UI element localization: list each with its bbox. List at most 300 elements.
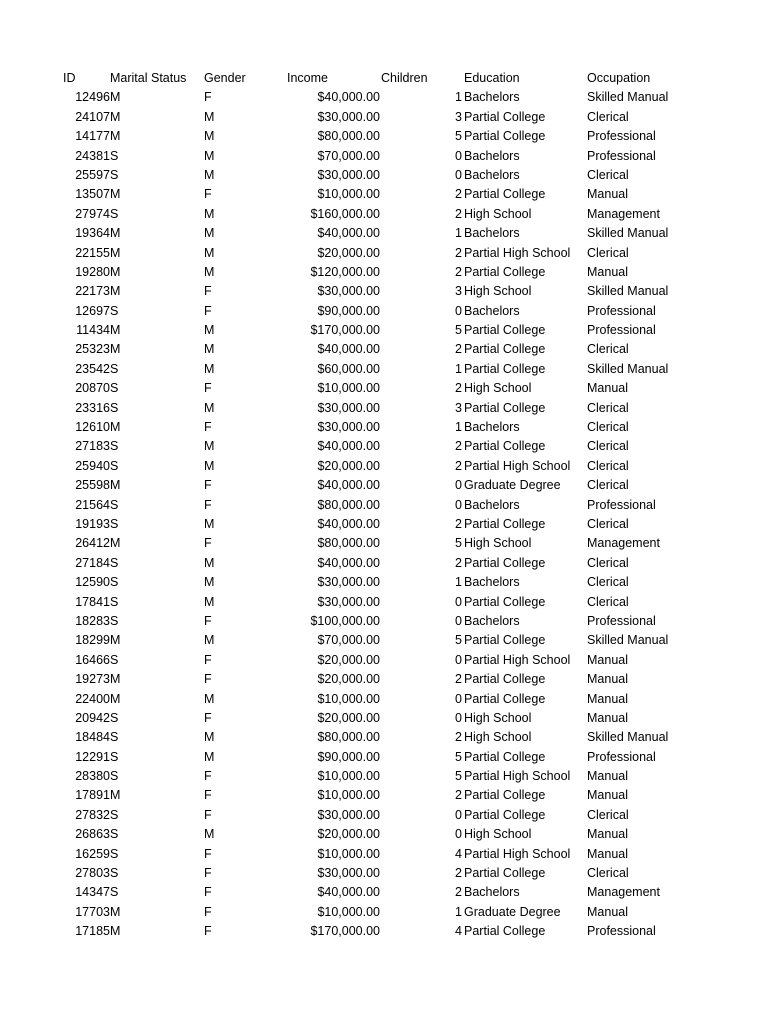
cell-id: 23542 bbox=[75, 361, 110, 376]
cell-education: High School bbox=[464, 536, 532, 551]
table-row bbox=[0, 379, 768, 398]
table-row bbox=[0, 360, 768, 379]
table-row bbox=[0, 845, 768, 864]
cell-children: 0 bbox=[455, 167, 462, 182]
table-body bbox=[0, 88, 768, 941]
cell-children: 3 bbox=[455, 284, 462, 299]
cell-education: Partial High School bbox=[464, 846, 571, 861]
table-row bbox=[0, 922, 768, 941]
cell-children: 2 bbox=[455, 730, 462, 745]
cell-income: $30,000.00 bbox=[317, 807, 380, 822]
table-row bbox=[0, 573, 768, 592]
cell-gender: M bbox=[204, 148, 215, 163]
cell-income: $30,000.00 bbox=[317, 575, 380, 590]
cell-gender: M bbox=[204, 516, 215, 531]
cell-income: $80,000.00 bbox=[317, 730, 380, 745]
cell-occupation: Professional bbox=[587, 924, 656, 939]
cell-education: Partial College bbox=[464, 924, 546, 939]
cell-income: $10,000.00 bbox=[317, 691, 380, 706]
cell-income: $70,000.00 bbox=[317, 148, 380, 163]
cell-gender: M bbox=[204, 361, 215, 376]
cell-occupation: Manual bbox=[587, 827, 628, 842]
cell-children: 0 bbox=[455, 807, 462, 822]
cell-gender: M bbox=[204, 400, 215, 415]
table-row bbox=[0, 612, 768, 631]
cell-education: High School bbox=[464, 827, 532, 842]
cell-occupation: Professional bbox=[587, 129, 656, 144]
cell-children: 3 bbox=[455, 400, 462, 415]
cell-id: 25940 bbox=[75, 458, 110, 473]
cell-education: Partial College bbox=[464, 187, 546, 202]
cell-occupation: Clerical bbox=[587, 478, 629, 493]
cell-education: Partial College bbox=[464, 807, 546, 822]
cell-education: High School bbox=[464, 710, 532, 725]
cell-income: $10,000.00 bbox=[317, 904, 380, 919]
cell-marital-status: M bbox=[110, 904, 121, 919]
cell-education: Partial College bbox=[464, 594, 546, 609]
cell-occupation: Skilled Manual bbox=[587, 90, 669, 105]
header-income: Income bbox=[287, 71, 328, 85]
cell-children: 1 bbox=[455, 226, 462, 241]
cell-education: Partial College bbox=[464, 129, 546, 144]
cell-children: 5 bbox=[455, 129, 462, 144]
cell-gender: F bbox=[204, 652, 212, 667]
cell-gender: M bbox=[204, 575, 215, 590]
cell-education: Partial High School bbox=[464, 652, 571, 667]
cell-education: Bachelors bbox=[464, 885, 520, 900]
cell-gender: M bbox=[204, 323, 215, 338]
cell-marital-status: S bbox=[110, 807, 119, 822]
cell-gender: M bbox=[204, 555, 215, 570]
cell-occupation: Clerical bbox=[587, 400, 629, 415]
cell-id: 12697 bbox=[75, 303, 110, 318]
cell-education: Bachelors bbox=[464, 90, 520, 105]
cell-gender: F bbox=[204, 381, 212, 396]
cell-id: 18484 bbox=[75, 730, 110, 745]
cell-income: $40,000.00 bbox=[317, 516, 380, 531]
table-row bbox=[0, 709, 768, 728]
cell-education: Partial College bbox=[464, 691, 546, 706]
table-row bbox=[0, 651, 768, 670]
cell-education: Partial College bbox=[464, 633, 546, 648]
cell-income: $90,000.00 bbox=[317, 749, 380, 764]
cell-children: 2 bbox=[455, 264, 462, 279]
cell-id: 16259 bbox=[75, 846, 110, 861]
cell-gender: M bbox=[204, 594, 215, 609]
table-row bbox=[0, 728, 768, 747]
cell-gender: F bbox=[204, 90, 212, 105]
cell-gender: M bbox=[204, 827, 215, 842]
cell-marital-status: M bbox=[110, 536, 121, 551]
cell-id: 19193 bbox=[75, 516, 110, 531]
cell-children: 0 bbox=[455, 710, 462, 725]
cell-occupation: Professional bbox=[587, 749, 656, 764]
cell-children: 0 bbox=[455, 303, 462, 318]
cell-marital-status: S bbox=[110, 866, 119, 881]
cell-occupation: Clerical bbox=[587, 167, 629, 182]
cell-marital-status: S bbox=[110, 846, 119, 861]
cell-marital-status: S bbox=[110, 497, 119, 512]
cell-occupation: Clerical bbox=[587, 594, 629, 609]
cell-gender: M bbox=[204, 730, 215, 745]
cell-occupation: Professional bbox=[587, 303, 656, 318]
cell-occupation: Clerical bbox=[587, 420, 629, 435]
cell-occupation: Clerical bbox=[587, 516, 629, 531]
cell-children: 0 bbox=[455, 497, 462, 512]
cell-income: $90,000.00 bbox=[317, 303, 380, 318]
cell-income: $120,000.00 bbox=[310, 264, 380, 279]
cell-id: 23316 bbox=[75, 400, 110, 415]
cell-marital-status: S bbox=[110, 148, 119, 163]
cell-children: 2 bbox=[455, 342, 462, 357]
cell-children: 2 bbox=[455, 788, 462, 803]
cell-occupation: Manual bbox=[587, 672, 628, 687]
cell-children: 5 bbox=[455, 633, 462, 648]
table-row bbox=[0, 476, 768, 495]
cell-id: 14177 bbox=[75, 129, 110, 144]
cell-income: $80,000.00 bbox=[317, 129, 380, 144]
cell-occupation: Manual bbox=[587, 846, 628, 861]
cell-marital-status: M bbox=[110, 633, 121, 648]
cell-occupation: Professional bbox=[587, 497, 656, 512]
cell-education: Partial College bbox=[464, 866, 546, 881]
cell-education: High School bbox=[464, 206, 532, 221]
cell-education: Bachelors bbox=[464, 226, 520, 241]
cell-gender: M bbox=[204, 226, 215, 241]
cell-gender: F bbox=[204, 284, 212, 299]
cell-education: Partial College bbox=[464, 323, 546, 338]
cell-gender: F bbox=[204, 536, 212, 551]
cell-marital-status: S bbox=[110, 885, 119, 900]
cell-id: 28380 bbox=[75, 769, 110, 784]
table-row bbox=[0, 108, 768, 127]
cell-id: 26412 bbox=[75, 536, 110, 551]
cell-education: Partial High School bbox=[464, 769, 571, 784]
cell-marital-status: S bbox=[110, 206, 119, 221]
cell-marital-status: M bbox=[110, 342, 121, 357]
cell-gender: M bbox=[204, 264, 215, 279]
cell-gender: M bbox=[204, 245, 215, 260]
cell-income: $40,000.00 bbox=[317, 439, 380, 454]
cell-id: 12291 bbox=[75, 749, 110, 764]
cell-education: Partial College bbox=[464, 109, 546, 124]
cell-id: 22155 bbox=[75, 245, 110, 260]
cell-income: $40,000.00 bbox=[317, 90, 380, 105]
cell-education: Bachelors bbox=[464, 575, 520, 590]
cell-occupation: Manual bbox=[587, 904, 628, 919]
cell-id: 12590 bbox=[75, 575, 110, 590]
cell-education: Partial High School bbox=[464, 458, 571, 473]
cell-children: 4 bbox=[455, 846, 462, 861]
cell-marital-status: S bbox=[110, 749, 119, 764]
table-row bbox=[0, 147, 768, 166]
cell-education: Partial College bbox=[464, 555, 546, 570]
cell-occupation: Professional bbox=[587, 613, 656, 628]
header-id: ID bbox=[63, 71, 76, 85]
cell-income: $80,000.00 bbox=[317, 536, 380, 551]
cell-marital-status: M bbox=[110, 187, 121, 202]
cell-education: Partial College bbox=[464, 788, 546, 803]
cell-children: 1 bbox=[455, 90, 462, 105]
table-row bbox=[0, 321, 768, 340]
cell-children: 2 bbox=[455, 516, 462, 531]
cell-gender: M bbox=[204, 167, 215, 182]
table-row bbox=[0, 825, 768, 844]
cell-occupation: Skilled Manual bbox=[587, 284, 669, 299]
cell-occupation: Clerical bbox=[587, 555, 629, 570]
table-row bbox=[0, 903, 768, 922]
cell-income: $30,000.00 bbox=[317, 400, 380, 415]
cell-gender: F bbox=[204, 613, 212, 628]
table-row bbox=[0, 205, 768, 224]
cell-marital-status: M bbox=[110, 226, 121, 241]
cell-marital-status: M bbox=[110, 924, 121, 939]
cell-income: $40,000.00 bbox=[317, 478, 380, 493]
cell-gender: M bbox=[204, 458, 215, 473]
cell-education: Graduate Degree bbox=[464, 478, 561, 493]
cell-income: $20,000.00 bbox=[317, 827, 380, 842]
cell-gender: F bbox=[204, 846, 212, 861]
cell-income: $40,000.00 bbox=[317, 885, 380, 900]
cell-income: $10,000.00 bbox=[317, 187, 380, 202]
cell-income: $10,000.00 bbox=[317, 846, 380, 861]
cell-income: $40,000.00 bbox=[317, 555, 380, 570]
cell-id: 12496 bbox=[75, 90, 110, 105]
cell-children: 2 bbox=[455, 381, 462, 396]
table-row bbox=[0, 457, 768, 476]
cell-education: High School bbox=[464, 381, 532, 396]
cell-marital-status: M bbox=[110, 109, 121, 124]
cell-marital-status: S bbox=[110, 516, 119, 531]
cell-marital-status: S bbox=[110, 730, 119, 745]
cell-gender: F bbox=[204, 904, 212, 919]
cell-marital-status: S bbox=[110, 303, 119, 318]
cell-marital-status: M bbox=[110, 245, 121, 260]
cell-id: 14347 bbox=[75, 885, 110, 900]
cell-id: 20870 bbox=[75, 381, 110, 396]
table-row bbox=[0, 690, 768, 709]
table-row bbox=[0, 593, 768, 612]
cell-gender: M bbox=[204, 633, 215, 648]
cell-children: 0 bbox=[455, 652, 462, 667]
cell-gender: F bbox=[204, 807, 212, 822]
cell-children: 5 bbox=[455, 323, 462, 338]
header-marital-status: Marital Status bbox=[110, 71, 187, 85]
cell-gender: F bbox=[204, 187, 212, 202]
cell-marital-status: M bbox=[110, 129, 121, 144]
cell-income: $10,000.00 bbox=[317, 788, 380, 803]
cell-income: $20,000.00 bbox=[317, 710, 380, 725]
cell-occupation: Manual bbox=[587, 710, 628, 725]
cell-id: 22400 bbox=[75, 691, 110, 706]
cell-income: $40,000.00 bbox=[317, 342, 380, 357]
cell-education: Bachelors bbox=[464, 420, 520, 435]
cell-income: $60,000.00 bbox=[317, 361, 380, 376]
cell-occupation: Manual bbox=[587, 769, 628, 784]
cell-occupation: Management bbox=[587, 206, 660, 221]
table-row bbox=[0, 282, 768, 301]
cell-gender: M bbox=[204, 109, 215, 124]
cell-marital-status: S bbox=[110, 361, 119, 376]
cell-gender: M bbox=[204, 342, 215, 357]
cell-occupation: Professional bbox=[587, 148, 656, 163]
cell-id: 26863 bbox=[75, 827, 110, 842]
cell-gender: F bbox=[204, 769, 212, 784]
cell-education: Bachelors bbox=[464, 613, 520, 628]
cell-id: 27832 bbox=[75, 807, 110, 822]
cell-id: 18299 bbox=[75, 633, 110, 648]
cell-gender: F bbox=[204, 788, 212, 803]
cell-income: $30,000.00 bbox=[317, 420, 380, 435]
cell-education: Partial College bbox=[464, 516, 546, 531]
cell-education: Bachelors bbox=[464, 497, 520, 512]
cell-children: 1 bbox=[455, 575, 462, 590]
cell-id: 18283 bbox=[75, 613, 110, 628]
cell-marital-status: S bbox=[110, 400, 119, 415]
cell-gender: F bbox=[204, 303, 212, 318]
cell-children: 0 bbox=[455, 613, 462, 628]
cell-children: 2 bbox=[455, 672, 462, 687]
cell-marital-status: M bbox=[110, 691, 121, 706]
cell-occupation: Skilled Manual bbox=[587, 226, 669, 241]
cell-income: $70,000.00 bbox=[317, 633, 380, 648]
cell-marital-status: S bbox=[110, 769, 119, 784]
cell-marital-status: S bbox=[110, 439, 119, 454]
table-row bbox=[0, 670, 768, 689]
cell-children: 1 bbox=[455, 420, 462, 435]
cell-occupation: Manual bbox=[587, 381, 628, 396]
cell-children: 2 bbox=[455, 885, 462, 900]
cell-children: 1 bbox=[455, 361, 462, 376]
cell-marital-status: S bbox=[110, 381, 119, 396]
table-row bbox=[0, 437, 768, 456]
cell-education: High School bbox=[464, 284, 532, 299]
cell-education: Partial College bbox=[464, 361, 546, 376]
table-row bbox=[0, 748, 768, 767]
cell-id: 11434 bbox=[76, 323, 110, 338]
cell-id: 19364 bbox=[75, 226, 110, 241]
cell-children: 2 bbox=[455, 458, 462, 473]
table-row bbox=[0, 806, 768, 825]
cell-occupation: Manual bbox=[587, 691, 628, 706]
cell-marital-status: M bbox=[110, 672, 121, 687]
cell-gender: F bbox=[204, 885, 212, 900]
table-row bbox=[0, 244, 768, 263]
table-row bbox=[0, 224, 768, 243]
cell-income: $30,000.00 bbox=[317, 109, 380, 124]
cell-id: 25597 bbox=[75, 167, 110, 182]
cell-income: $30,000.00 bbox=[317, 167, 380, 182]
cell-children: 0 bbox=[455, 148, 462, 163]
cell-children: 0 bbox=[455, 691, 462, 706]
cell-children: 5 bbox=[455, 536, 462, 551]
cell-occupation: Manual bbox=[587, 187, 628, 202]
cell-occupation: Clerical bbox=[587, 342, 629, 357]
cell-children: 3 bbox=[455, 109, 462, 124]
cell-occupation: Clerical bbox=[587, 458, 629, 473]
table-row bbox=[0, 767, 768, 786]
cell-education: Bachelors bbox=[464, 148, 520, 163]
cell-education: Partial College bbox=[464, 439, 546, 454]
cell-income: $10,000.00 bbox=[317, 769, 380, 784]
cell-id: 17891 bbox=[75, 788, 110, 803]
cell-children: 2 bbox=[455, 439, 462, 454]
cell-id: 27974 bbox=[75, 206, 110, 221]
cell-id: 17185 bbox=[75, 924, 110, 939]
cell-marital-status: S bbox=[110, 710, 119, 725]
header-children: Children bbox=[381, 71, 428, 85]
cell-children: 2 bbox=[455, 206, 462, 221]
cell-id: 25598 bbox=[75, 478, 110, 493]
cell-id: 16466 bbox=[75, 652, 110, 667]
cell-income: $40,000.00 bbox=[317, 226, 380, 241]
cell-marital-status: S bbox=[110, 594, 119, 609]
cell-occupation: Clerical bbox=[587, 807, 629, 822]
header-occupation: Occupation bbox=[587, 71, 651, 85]
cell-id: 19280 bbox=[75, 264, 110, 279]
table-row bbox=[0, 883, 768, 902]
cell-children: 5 bbox=[455, 749, 462, 764]
cell-occupation: Clerical bbox=[587, 439, 629, 454]
table-row bbox=[0, 418, 768, 437]
cell-occupation: Manual bbox=[587, 788, 628, 803]
cell-children: 5 bbox=[455, 769, 462, 784]
cell-income: $20,000.00 bbox=[317, 458, 380, 473]
cell-occupation: Manual bbox=[587, 652, 628, 667]
cell-occupation: Manual bbox=[587, 264, 628, 279]
cell-marital-status: M bbox=[110, 788, 121, 803]
cell-gender: M bbox=[204, 691, 215, 706]
cell-marital-status: S bbox=[110, 458, 119, 473]
table-row bbox=[0, 496, 768, 515]
cell-education: High School bbox=[464, 730, 532, 745]
cell-income: $10,000.00 bbox=[317, 381, 380, 396]
cell-gender: F bbox=[204, 497, 212, 512]
table-row bbox=[0, 185, 768, 204]
cell-income: $100,000.00 bbox=[310, 613, 380, 628]
table-row bbox=[0, 166, 768, 185]
cell-gender: M bbox=[204, 129, 215, 144]
cell-id: 24107 bbox=[75, 109, 110, 124]
cell-marital-status: S bbox=[110, 167, 119, 182]
cell-education: Graduate Degree bbox=[464, 904, 561, 919]
table-row bbox=[0, 88, 768, 107]
cell-occupation: Clerical bbox=[587, 866, 629, 881]
table-row bbox=[0, 515, 768, 534]
cell-id: 12610 bbox=[75, 420, 110, 435]
cell-id: 27803 bbox=[75, 866, 110, 881]
cell-id: 17703 bbox=[75, 904, 110, 919]
table-row bbox=[0, 554, 768, 573]
cell-education: Partial College bbox=[464, 400, 546, 415]
cell-income: $170,000.00 bbox=[310, 323, 380, 338]
table-row bbox=[0, 263, 768, 282]
cell-children: 4 bbox=[455, 924, 462, 939]
cell-marital-status: S bbox=[110, 652, 119, 667]
header-row bbox=[0, 69, 768, 88]
cell-income: $20,000.00 bbox=[317, 672, 380, 687]
table-row bbox=[0, 302, 768, 321]
cell-children: 0 bbox=[455, 827, 462, 842]
cell-children: 0 bbox=[455, 478, 462, 493]
cell-education: Partial College bbox=[464, 342, 546, 357]
cell-marital-status: S bbox=[110, 613, 119, 628]
cell-education: Partial High School bbox=[464, 245, 571, 260]
cell-gender: F bbox=[204, 478, 212, 493]
cell-income: $160,000.00 bbox=[310, 206, 380, 221]
cell-income: $170,000.00 bbox=[310, 924, 380, 939]
cell-id: 25323 bbox=[75, 342, 110, 357]
